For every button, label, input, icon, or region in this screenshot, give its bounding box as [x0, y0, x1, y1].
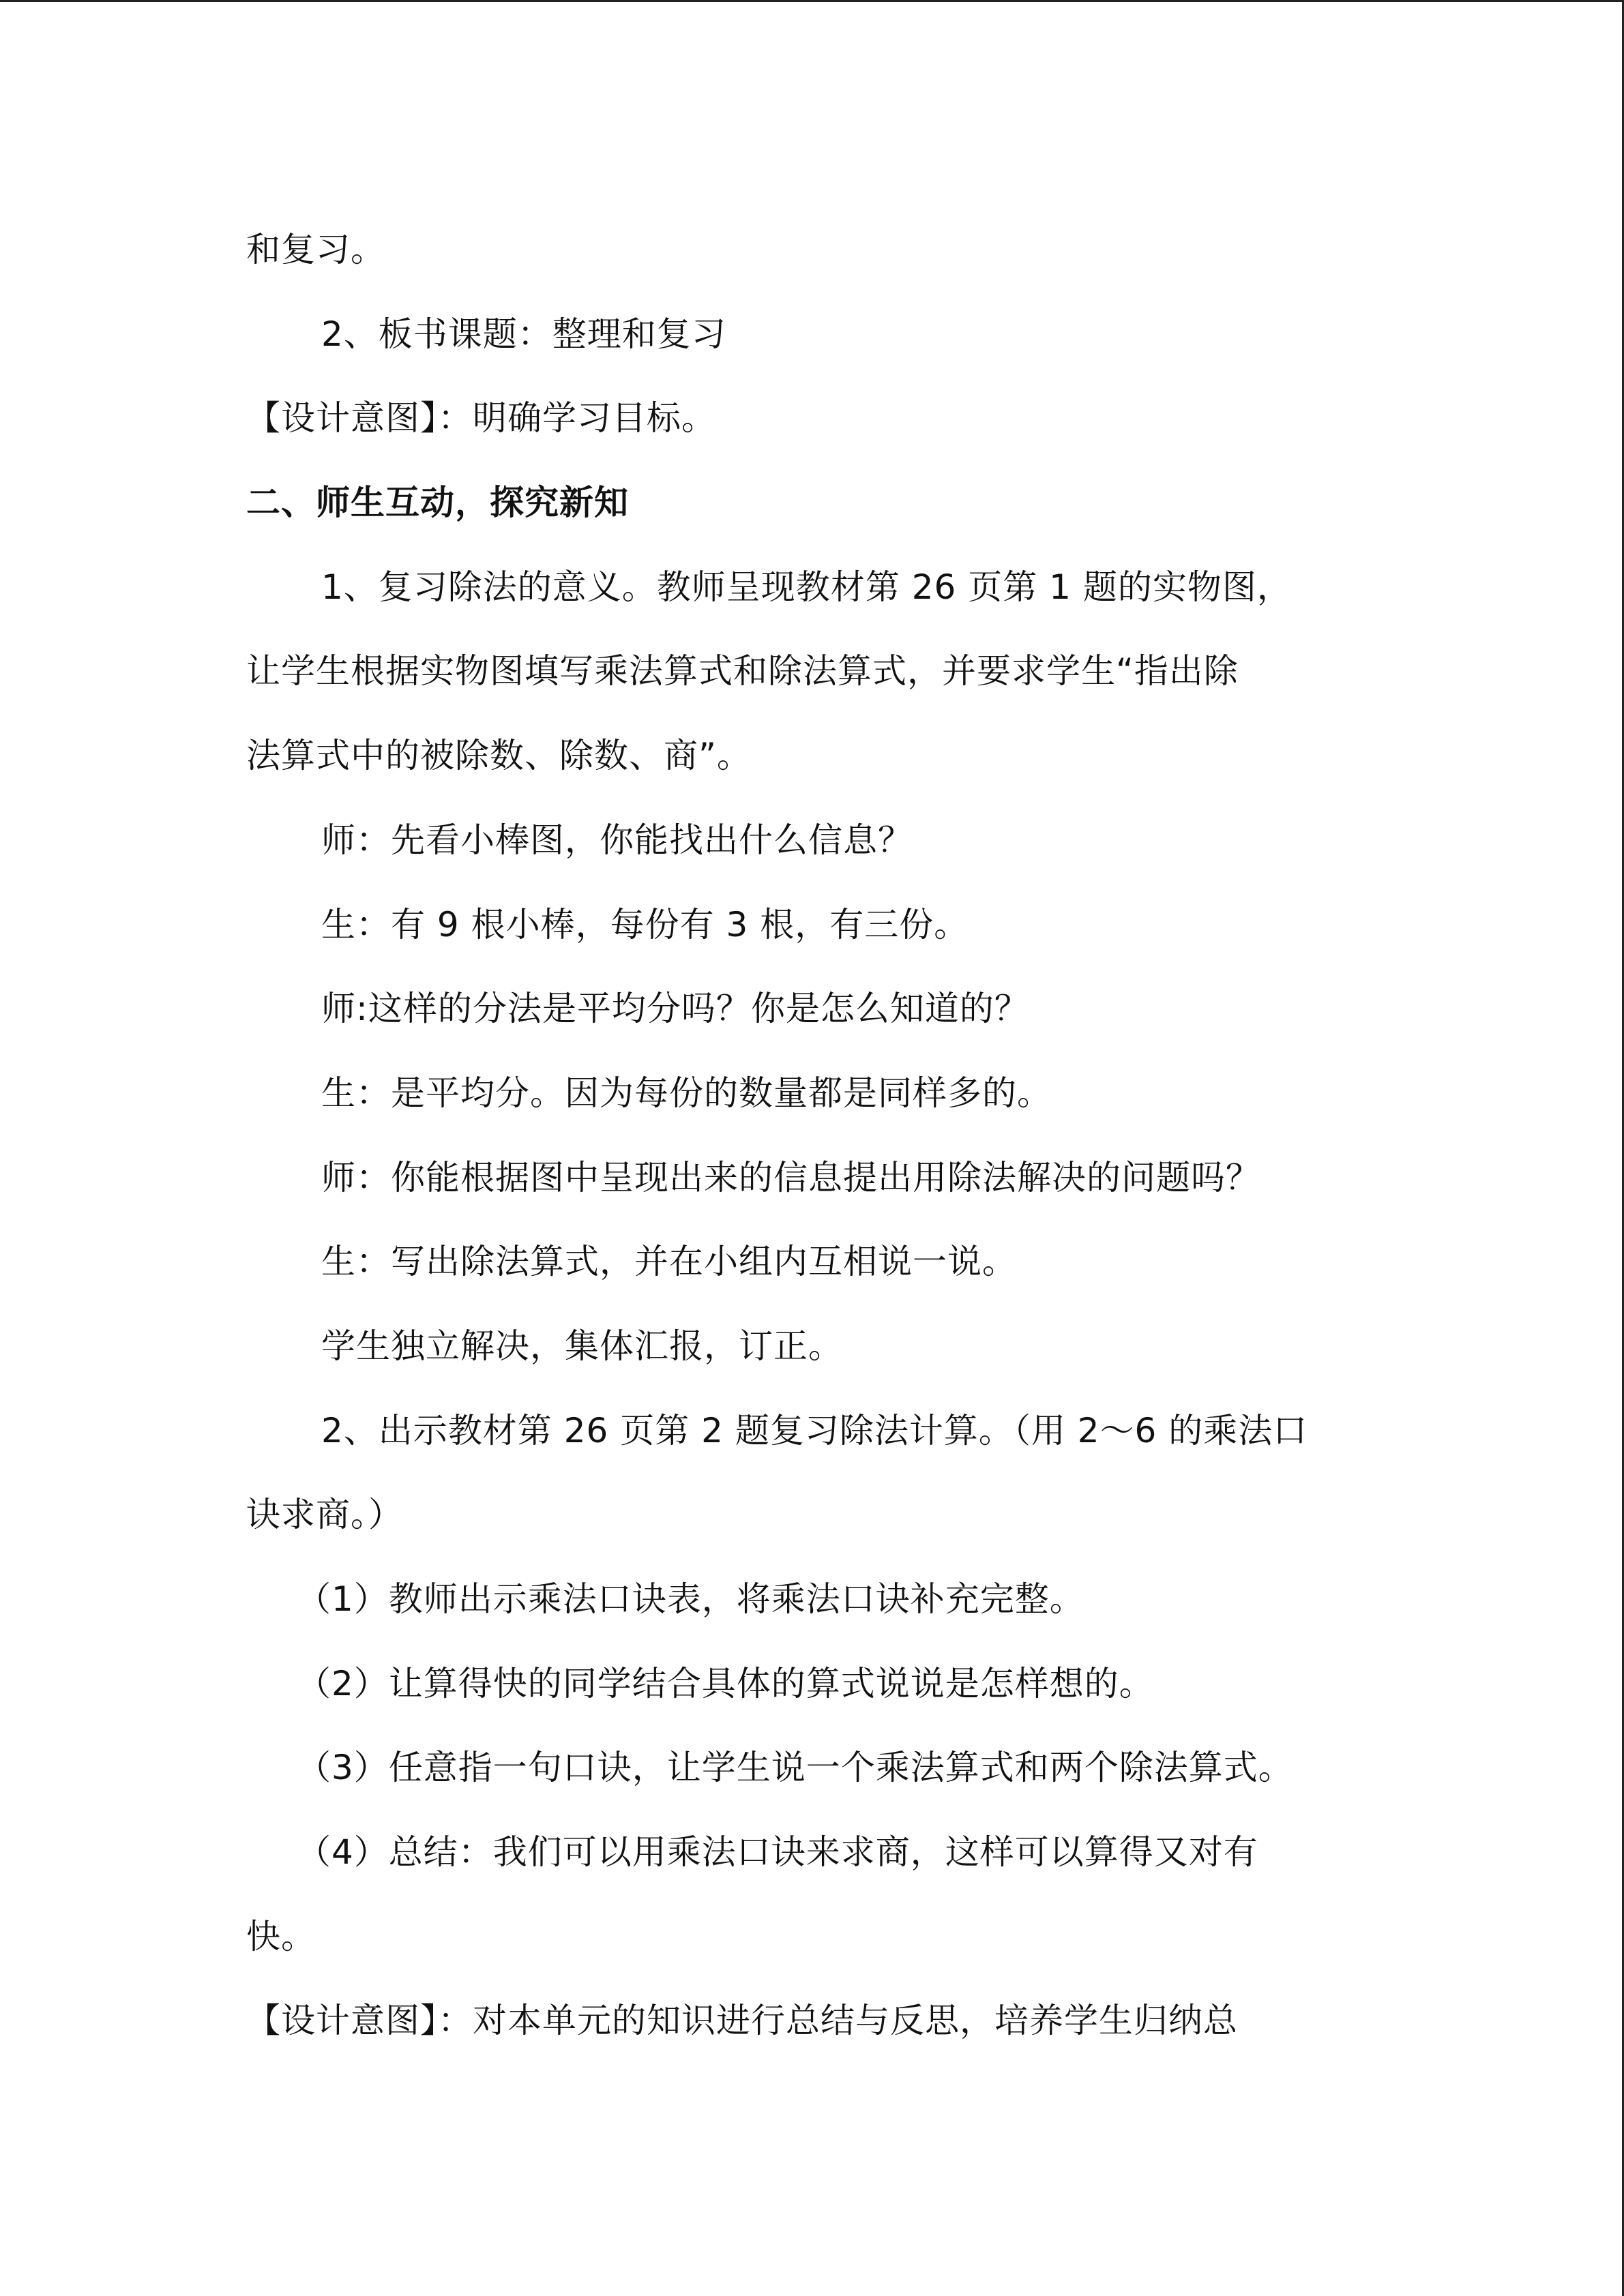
- paragraph-line: 诀求商。）: [246, 1495, 403, 1535]
- dialogue-line: 师：你能根据图中呈现出来的信息提出用除法解决的问题吗？: [321, 1157, 1260, 1197]
- paragraph-line: 2、出示教材第 26 页第 2 题复习除法计算。（用 2～6 的乘法口: [321, 1410, 1308, 1450]
- dialogue-line: 师：先看小棒图，你能找出什么信息？: [321, 820, 913, 860]
- paragraph-line: 快。: [246, 1916, 316, 1956]
- paragraph-line: 1、复习除法的意义。教师呈现教材第 26 页第 1 题的实物图，: [321, 567, 1292, 607]
- list-item: （1）教师出示乘法口诀表，将乘法口诀补充完整。: [297, 1579, 1084, 1619]
- document-body: [246, 208, 1365, 2063]
- page-top-border: [0, 0, 1624, 2]
- paragraph-line: 2、板书课题：整理和复习: [321, 314, 726, 354]
- list-item: （3）任意指一句口诀，让学生说一个乘法算式和两个除法算式。: [297, 1748, 1293, 1788]
- dialogue-line: 生：是平均分。因为每份的数量都是同样多的。: [321, 1073, 1052, 1113]
- design-intent-line: 【设计意图】：对本单元的知识进行总结与反思，培养学生归纳总: [246, 2001, 1238, 2041]
- paragraph-line: 和复习。: [246, 230, 385, 269]
- list-item: （4）总结：我们可以用乘法口诀来求商，这样可以算得又对有: [297, 1832, 1258, 1873]
- dialogue-line: 生：有 9 根小棒，每份有 3 根，有三份。: [321, 904, 969, 944]
- dialogue-line: 师:这样的分法是平均分吗？你是怎么知道的？: [321, 989, 1029, 1029]
- paragraph-line: 法算式中的被除数、除数、商”。: [246, 736, 752, 776]
- dialogue-line: 生：写出除法算式，并在小组内互相说一说。: [321, 1242, 1017, 1282]
- paragraph-line: 学生独立解决，集体汇报，订正。: [321, 1326, 843, 1366]
- section-heading: 二、师生互动，探究新知: [246, 483, 629, 523]
- list-item: （2）让算得快的同学结合具体的算式说说是怎样想的。: [297, 1663, 1154, 1703]
- paragraph-line: 让学生根据实物图填写乘法算式和除法算式，并要求学生“指出除: [246, 651, 1239, 691]
- design-intent-line: 【设计意图】：明确学习目标。: [246, 398, 716, 438]
